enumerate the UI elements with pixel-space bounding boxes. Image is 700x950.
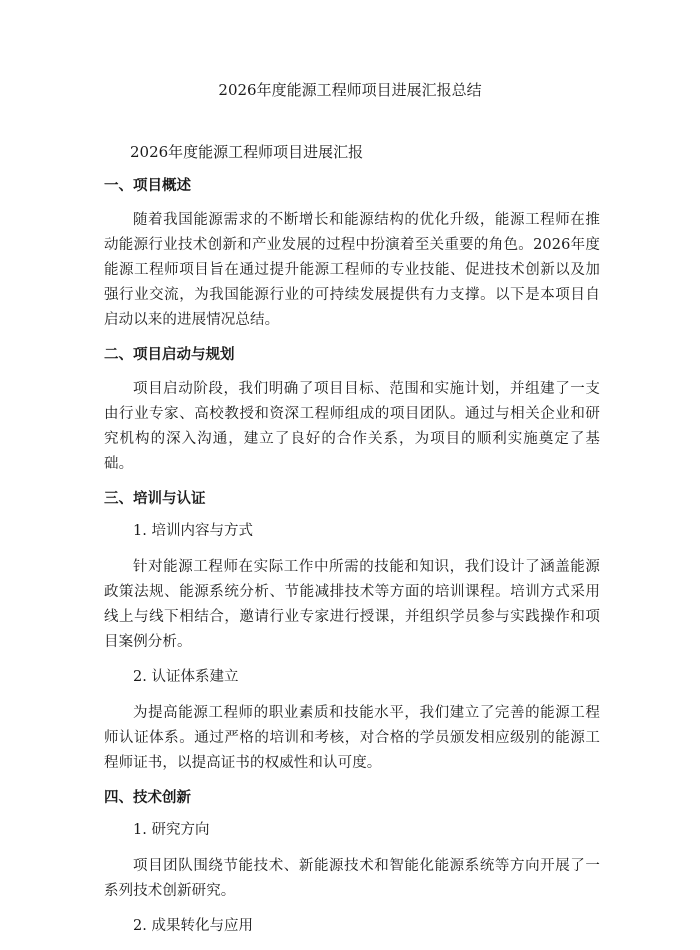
subsection-heading-research: 1. 研究方向 <box>133 822 210 838</box>
document-title: 2026年度能源工程师项目进展汇报总结 <box>218 81 482 99</box>
section-paragraph: 随着我国能源需求的不断增长和能源结构的优化升级，能源工程师在推动能源行业技术创新和产业发展的过程中扮演着至关重要的角色。2026年度能源工程师项目旨在通过提升能源工程师的专业技能、促进技术创新以及加强行业交流，为我国能源行业的可持续发展提供有力支撑。以下是本项目自启动以来的进展情况总结。 <box>104 212 600 328</box>
subsection-heading-application: 2. 成果转化与应用 <box>133 918 253 934</box>
section-heading-launch: 二、项目启动与规划 <box>104 347 235 363</box>
document-subtitle: 2026年度能源工程师项目进展汇报 <box>130 143 364 161</box>
subsection-heading-certification: 2. 认证体系建立 <box>133 669 239 685</box>
section-heading-overview: 一、项目概述 <box>104 178 191 194</box>
subsection-heading-training-content: 1. 培训内容与方式 <box>133 523 253 539</box>
section-paragraph: 项目启动阶段，我们明确了项目目标、范围和实施计划，并组建了一支由行业专家、高校教授和资深工程师组成的项目团队。通过与相关企业和研究机构的深入沟通，建立了良好的合作关系，为项目的顺利实施奠定了基础。 <box>104 381 600 472</box>
section-paragraph: 为提高能源工程师的职业素质和技能水平，我们建立了完善的能源工程师认证体系。通过严格的培训和考核，对合格的学员颁发相应级别的能源工程师证书，以提高证书的权威性和认可度。 <box>104 705 600 771</box>
section-heading-innovation: 四、技术创新 <box>104 790 191 806</box>
section-heading-training: 三、培训与认证 <box>104 491 206 507</box>
section-paragraph: 针对能源工程师在实际工作中所需的技能和知识，我们设计了涵盖能源政策法规、能源系统分析、节能减排技术等方面的培训课程。培训方式采用线上与线下相结合，邀请行业专家进行授课，并组织学员参与实践操作和项目案例分析。 <box>104 559 600 650</box>
section-paragraph: 项目团队围绕节能技术、新能源技术和智能化能源系统等方向开展了一系列技术创新研究。 <box>104 858 600 899</box>
document-body <box>104 142 600 950</box>
